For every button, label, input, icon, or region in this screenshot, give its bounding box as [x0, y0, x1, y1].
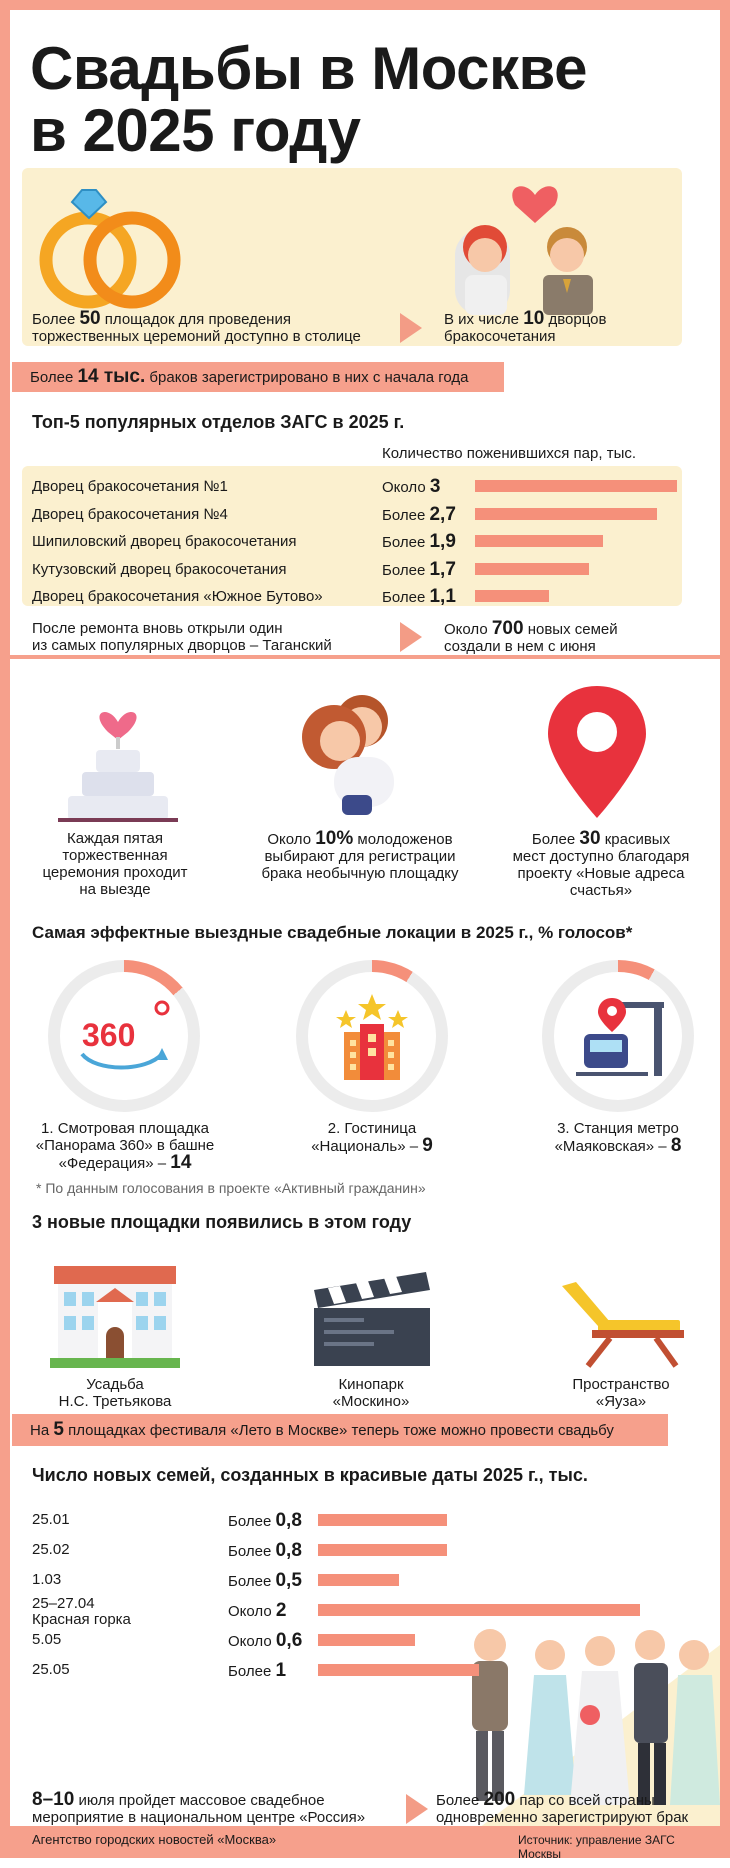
top5-row-value: Более 1,9: [382, 531, 456, 552]
taganka-families-text: Около 700 новых семей создали в нем с июня: [444, 618, 618, 655]
top5-row-name: Дворец бракосочетания «Южное Бутово»: [32, 588, 323, 605]
date-bar: [318, 1514, 447, 1526]
date-bar: [318, 1634, 415, 1646]
mass-registration-text: Более 200 пар со всей страны одновременно зарегистрируют брак: [436, 1789, 689, 1826]
top5-row-value: Более 1,1: [382, 586, 456, 607]
venues-count-number: 50: [79, 308, 101, 329]
date-row-date: 5.05: [32, 1631, 62, 1648]
venue-tretyakov: Усадьба Н.С. Третьякова: [58, 1376, 172, 1410]
location-3-value: 8: [670, 1135, 682, 1156]
date-bar: [318, 1544, 447, 1556]
new-addresses-count: 30: [579, 828, 601, 849]
frame-top: [0, 0, 730, 10]
arrow-icon: [406, 1794, 428, 1824]
hotel-icon: [326, 990, 418, 1082]
wedding-cake-icon: [48, 682, 188, 822]
top5-row-name: Дворец бракосочетания №1: [32, 478, 228, 495]
fact-unusual-venue: Около 10% молодоженов выбирают для регистрации брака необычную площадку: [261, 828, 459, 882]
clapperboard-icon: [306, 1260, 436, 1370]
date-row-value: Более 0,8: [228, 1540, 302, 1561]
frame-right: [720, 0, 730, 1858]
russia-center-event-text: 8–10 июля пройдет массовое свадебное мероприятие в национальном центре «Россия»: [32, 1789, 366, 1826]
top5-row-value: Более 1,7: [382, 558, 456, 580]
manor-icon: [50, 1260, 180, 1370]
locations-footnote: * По данным голосования в проекте «Активный гражданин»: [36, 1180, 426, 1196]
date-row-value: Более 1: [228, 1660, 287, 1681]
summer-banner: На 5 площадках фестиваля «Лето в Москве» теперь тоже можно провести свадьбу: [12, 1414, 668, 1446]
venues-count-text: Более 50 площадок для проведения торжественных церемоний доступно в столице: [32, 308, 361, 345]
arrow-icon: [400, 313, 422, 343]
locations-title: Самая эффектные выездные свадебные локации в 2025 г., % голосов*: [32, 923, 633, 942]
new-venues-title: 3 новые площадки появились в этом году: [32, 1212, 412, 1232]
top5-bar: [475, 508, 657, 520]
map-pin-icon: [542, 682, 652, 822]
unusual-venue-percent: 10%: [315, 828, 354, 849]
top5-subtitle: Количество поженившихся пар, тыс.: [382, 445, 637, 462]
date-row-date: 1.03: [32, 1571, 62, 1588]
top5-row-name: Кутузовский дворец бракосочетания: [32, 560, 287, 578]
wedding-rings-icon: [30, 180, 190, 310]
marriages-banner: Более 14 тыс. браков зарегистрировано в них с начала года: [12, 362, 504, 392]
location-3-caption: 3. Станция метро «Маяковская» – 8: [554, 1120, 682, 1156]
page-title: [30, 35, 587, 164]
location-2-value: 9: [422, 1135, 433, 1156]
location-1-value: 14: [170, 1152, 192, 1173]
metro-station-icon: [572, 988, 668, 1084]
date-row-value: Около 0,6: [228, 1630, 303, 1651]
footer-agency: Агентство городских новостей «Москва»: [32, 1832, 277, 1847]
infographic: [10, 10, 720, 1861]
marriages-count: 14 тыс.: [77, 366, 146, 387]
palaces-count-text: В их числе 10 дворцов бракосочетания: [444, 308, 607, 345]
panorama-360-icon: [76, 988, 172, 1084]
date-row-date: 25.05: [32, 1661, 70, 1678]
fact-outdoor-ceremony: Каждая пятая торжественная церемония проходит на выезде: [42, 830, 188, 898]
date-bar: [318, 1604, 640, 1616]
date-bar: [318, 1664, 479, 1676]
couple-hug-icon: [290, 685, 420, 815]
taganka-families-number: 700: [491, 618, 524, 639]
fact-new-addresses: Более 30 красивых мест доступно благодаря проекту «Новые адреса счастья»: [512, 828, 690, 899]
couple-icon: [445, 175, 625, 315]
arrow-icon: [400, 622, 422, 652]
top5-row-value: Более 2,7: [382, 503, 456, 525]
top5-bar: [475, 590, 549, 602]
venue-moskino: Кинопарк «Москино»: [332, 1376, 410, 1410]
date-row-value: Более 0,8: [228, 1510, 302, 1531]
dates-title: Число новых семей, созданных в красивые даты 2025 г., тыс.: [32, 1465, 588, 1485]
taganka-text: После ремонта вновь открыли один из самых популярных дворцов – Таганский: [32, 620, 332, 654]
title-line1: Свадьбы в Москве: [30, 35, 587, 102]
top5-row-name: Дворец бракосочетания №4: [32, 505, 228, 523]
footer-source: Источник: управление ЗАГС Москвы: [518, 1833, 675, 1861]
location-2-caption: 2. Гостиница «Националь» – 9: [311, 1120, 433, 1156]
top5-bar: [475, 563, 589, 575]
section-divider: [10, 655, 720, 659]
date-row-date: 25–27.04 Красная горка: [32, 1595, 131, 1628]
couples-count: 200: [483, 1789, 516, 1810]
top5-title: Топ-5 популярных отделов ЗАГС в 2025 г.: [32, 412, 405, 432]
date-row-date: 25.01: [32, 1511, 70, 1528]
summer-venues-count: 5: [53, 1419, 64, 1440]
top5-row-name: Шипиловский дворец бракосочетания: [32, 533, 297, 550]
venue-yauza: Пространство «Яуза»: [572, 1376, 670, 1410]
date-row-date: 25.02: [32, 1541, 70, 1558]
top5-bar: [475, 480, 677, 492]
lounge-chair-icon: [558, 1278, 688, 1368]
location-1-caption: 1. Смотровая площадка «Панорама 360» в башне «Федерация» – 14: [35, 1120, 215, 1173]
title-line2: в 2025 году: [30, 97, 361, 164]
event-dates: 8–10: [32, 1789, 75, 1810]
palaces-count-number: 10: [523, 308, 545, 329]
date-bar: [318, 1574, 399, 1586]
top5-row-value: Около 3: [382, 476, 441, 497]
svg-text:360: 360: [82, 1017, 136, 1053]
date-row-value: Более 0,5: [228, 1570, 302, 1591]
frame-left: [0, 0, 10, 1858]
top5-bar: [475, 535, 603, 547]
date-row-value: Около 2: [228, 1600, 287, 1621]
